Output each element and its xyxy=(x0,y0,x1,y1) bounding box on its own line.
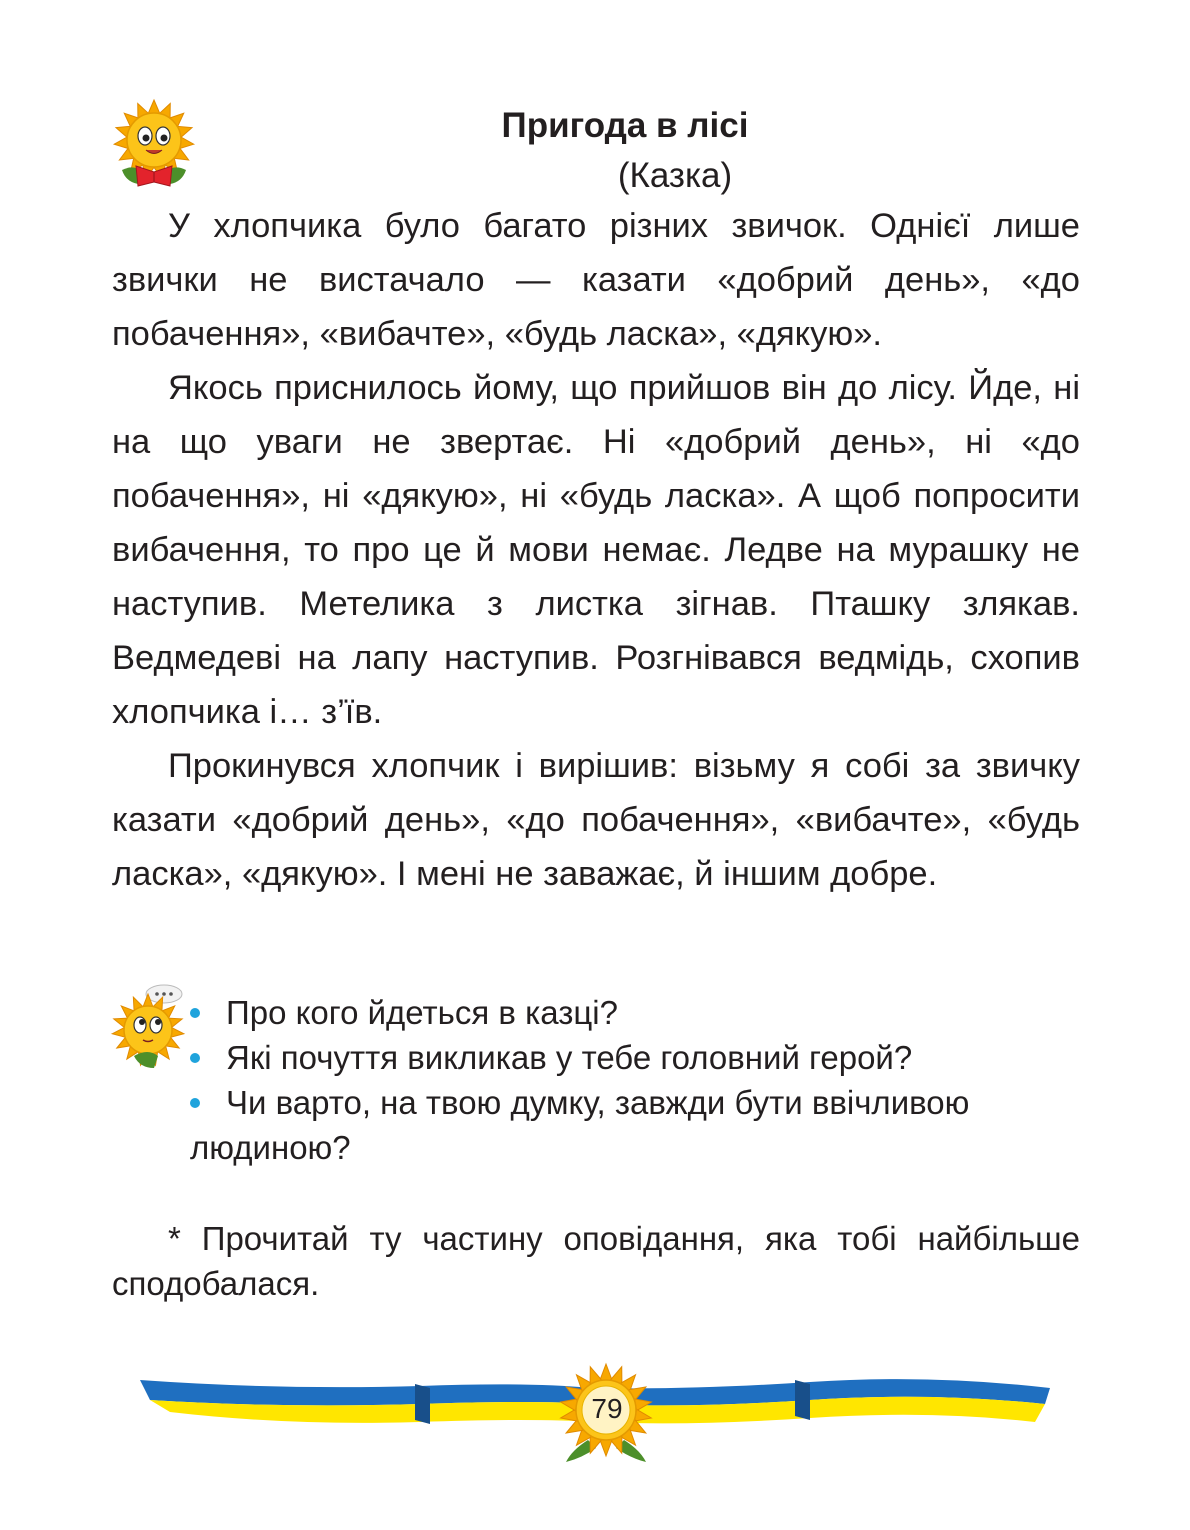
bullet-icon xyxy=(190,1008,200,1018)
question-item: Про кого йдеться в казці? xyxy=(190,990,1090,1035)
questions-list xyxy=(190,990,1090,1170)
story-paragraph: Прокинувся хлопчик і вирішив: візьму я собі за звичку казати «добрий день», «до побачення», «вибачте», «будь ласка», «дякую». І мені не заважає, й іншим добре. xyxy=(112,747,1080,893)
question-item: Чи варто, на твою думку, завжди бути ввічливою людиною? xyxy=(190,1084,970,1166)
page-number: 79 xyxy=(591,1393,623,1424)
story-paragraph: Якось приснилось йому, що прийшов він до лісу. Йде, ні на що уваги не звертає. Ні «добрий день», ні «до побачення», ні «дякую», ні «будь ласка». А щоб попросити вибачення, то про це й мови немає. Ледве на мурашку не наступив. Метелика з листка зігнав. Пташку злякав. Ведмедеві на лапу наступив. Розгнівався ведмідь, схопив хлопчика і… з’їв. xyxy=(112,369,1080,731)
sunflower-thinking-icon xyxy=(104,982,196,1072)
story-genre: (Казка) xyxy=(617,156,733,195)
story-title: Пригода в лісі xyxy=(501,106,749,145)
story-text xyxy=(112,199,1080,901)
bullet-icon xyxy=(190,1098,200,1108)
story-paragraph: У хлопчика було багато різних звичок. Однієї лише звички не вистачало — казати «добрий день», «до побачення», «вибачте», «будь ласка», «дякую». xyxy=(112,207,1080,353)
reading-task: * Прочитай ту частину оповідання, яка тобі найбільше сподобалася. xyxy=(112,1220,1080,1302)
bullet-icon xyxy=(190,1053,200,1063)
question-item: Які почуття викликав у тебе головний герой? xyxy=(190,1035,1090,1080)
